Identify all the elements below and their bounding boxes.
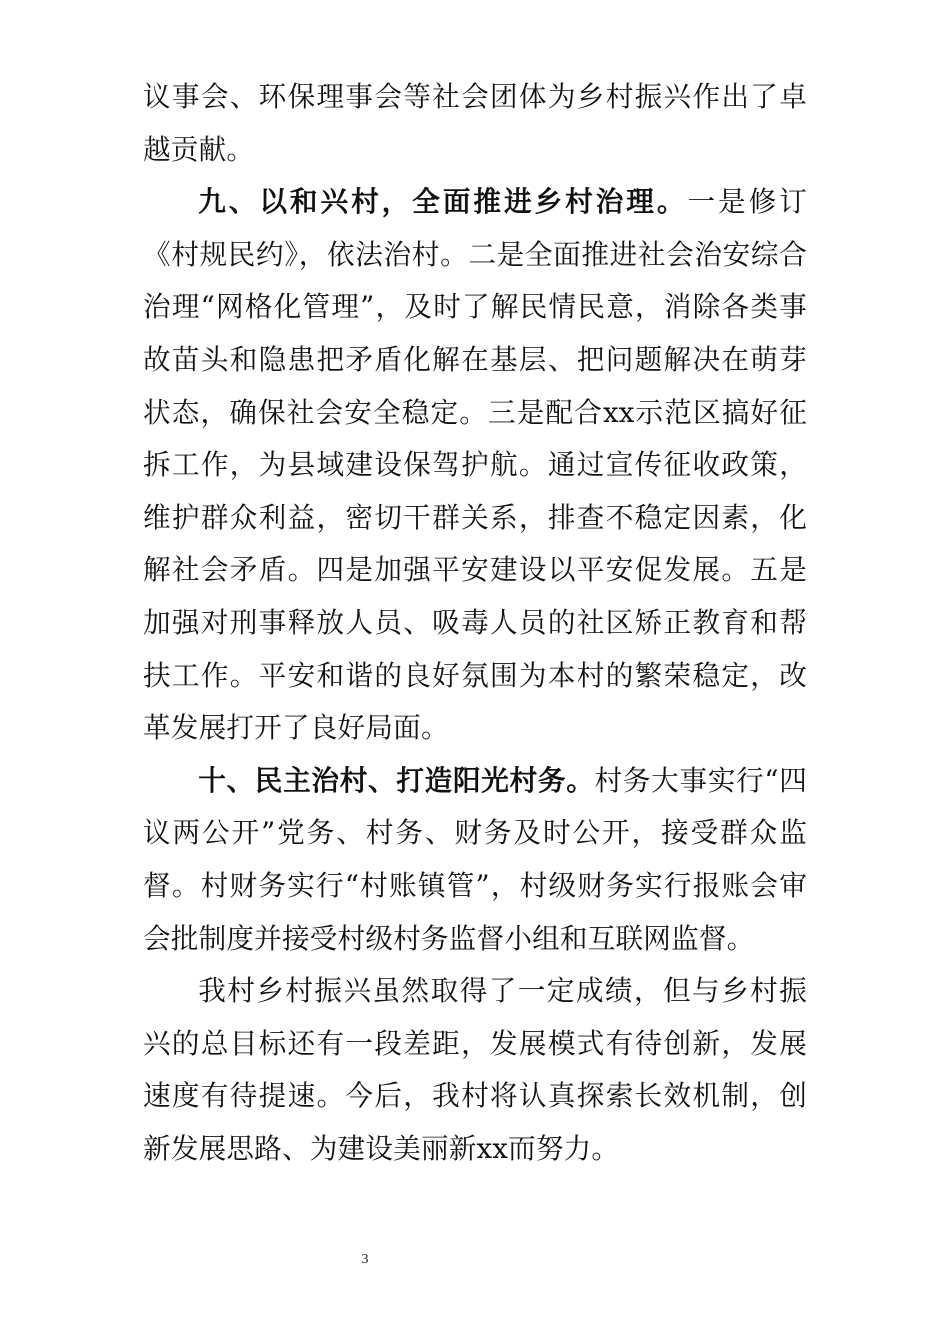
section-heading-ten: 十、民主治村、打造阳光村务。 <box>198 763 595 797</box>
paragraph-conclusion <box>143 965 807 1175</box>
paragraph-section-nine <box>143 176 807 755</box>
paragraph-text: 议事会、环保理事会等社会团体为乡村振兴作出了卓越贡献。 <box>143 80 807 166</box>
paragraph-continuation <box>143 71 807 176</box>
paragraph-text: 村务大事实行“四议两公开”党务、村务、财务及时公开，接受群众监督。村财务实行“村账镇管”，村级财务实行报账会审会批制度并接受村级村务监督小组和互联网监督。 <box>143 763 807 955</box>
page-number: 3 <box>361 1252 369 1267</box>
paragraph-section-ten <box>143 755 807 965</box>
paragraph-text: 一是修订《村规民约》，依法治村。二是全面推进社会治安综合治理“网格化管理”，及时了解民情民意，消除各类事故苗头和隐患把矛盾化解在基层、把问题解决在萌芽状态，确保社会安全稳定。三是配合xx示范区搞好征拆工作，为县域建设保驾护航。通过宣传征收政策，维护群众利益，密切干群关系，排查不稳定因素，化解社会矛盾。四是加强平安建设以平安促发展。五是加强对刑事释放人员、吸毒人员的社区矫正教育和帮扶工作。平安和谐的良好氛围为本村的繁荣稳定，改革发展打开了良好局面。 <box>143 185 808 745</box>
section-heading-nine: 九、以和兴村，全面推进乡村治理。 <box>198 185 688 219</box>
paragraph-text: 我村乡村振兴虽然取得了一定成绩，但与乡村振兴的总目标还有一段差距，发展模式有待创新，发展速度有待提速。今后，我村将认真探索长效机制，创新发展思路、为建设美丽新xx而努力。 <box>143 974 807 1165</box>
body-text <box>143 71 807 1175</box>
